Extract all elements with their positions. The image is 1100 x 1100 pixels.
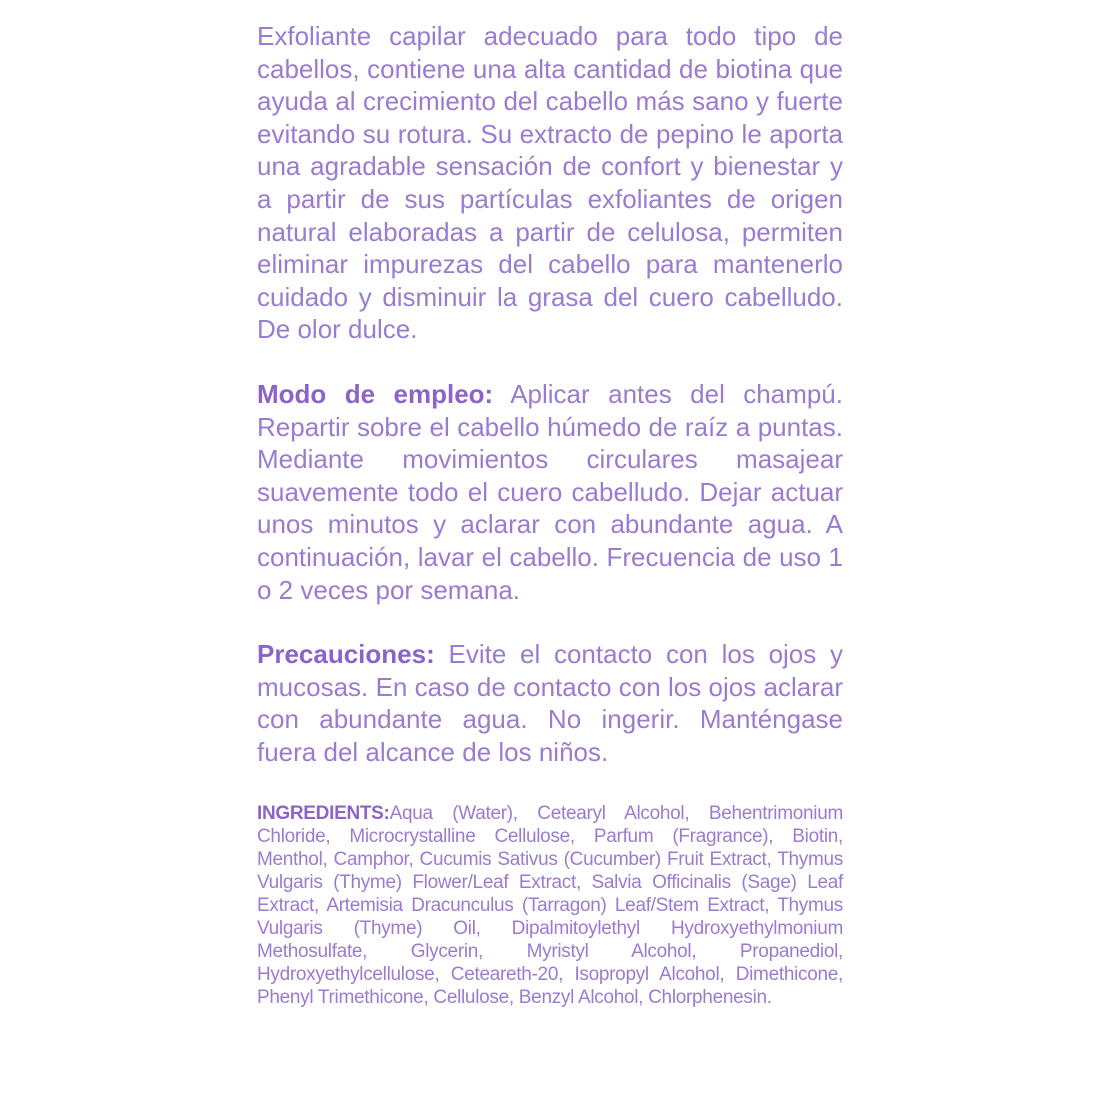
usage-paragraph <box>257 378 843 606</box>
description-paragraph <box>257 20 843 346</box>
description-text: Exfoliante capilar adecuado para todo tipo de cabellos, contiene una alta cantidad de biotina que ayuda al crecimiento del cabello más sano y fuerte evitando su rotura. Su extracto de pepino le aporta una agradable sensación de confort y bienestar y a partir de sus partículas exfoliantes de origen natural elaboradas a partir de celulosa, permiten eliminar impurezas del cabello para mantenerlo cuidado y disminuir la grasa del cuero cabelludo. De olor dulce. <box>257 21 843 345</box>
product-info-column <box>257 20 843 1009</box>
ingredients-text: Aqua (Water), Cetearyl Alcohol, Behentrimonium Chloride, Microcrystalline Cellulose, Parfum (Fragrance), Biotin, Menthol, Camphor, Cucumis Sativus (Cucumber) Fruit Extract, Thymus Vulgaris (Thyme) Flower/Leaf Extract, Salvia Officinalis (Sage) Leaf Extract, Artemisia Dracunculus (Tarragon) Leaf/Stem Extract, Thymus Vulgaris (Thyme) Oil, Dipalmitoylethyl Hydroxyethylmonium Methosulfate, Glycerin, Myristyl Alcohol, Propanediol, Hydroxyethylcellulose, Ceteareth-20, Isopropyl Alcohol, Dimethicone, Phenyl Trimethicone, Cellulose, Benzyl Alcohol, Chlorphenesin. <box>257 803 843 1009</box>
precautions-heading: Precauciones: <box>257 639 435 670</box>
usage-text: Aplicar antes del champú. Repartir sobre el cabello húmedo de raíz a puntas. Mediante movimientos circulares masajear suavemente todo el cuero cabelludo. Dejar actuar unos minutos y aclarar con abundante agua. A continuación, lavar el cabello. Frecuencia de uso 1 o 2 veces por semana. <box>257 378 843 605</box>
precautions-paragraph <box>257 638 843 768</box>
ingredients-paragraph <box>257 802 843 1009</box>
ingredients-heading: INGREDIENTS: <box>257 803 390 825</box>
precautions-text: Evite el contacto con los ojos y mucosas. En caso de contacto con los ojos aclarar con abundante agua. No ingerir. Manténgase fuera del alcance de los niños. <box>257 639 843 767</box>
usage-heading: Modo de empleo: <box>257 378 494 409</box>
